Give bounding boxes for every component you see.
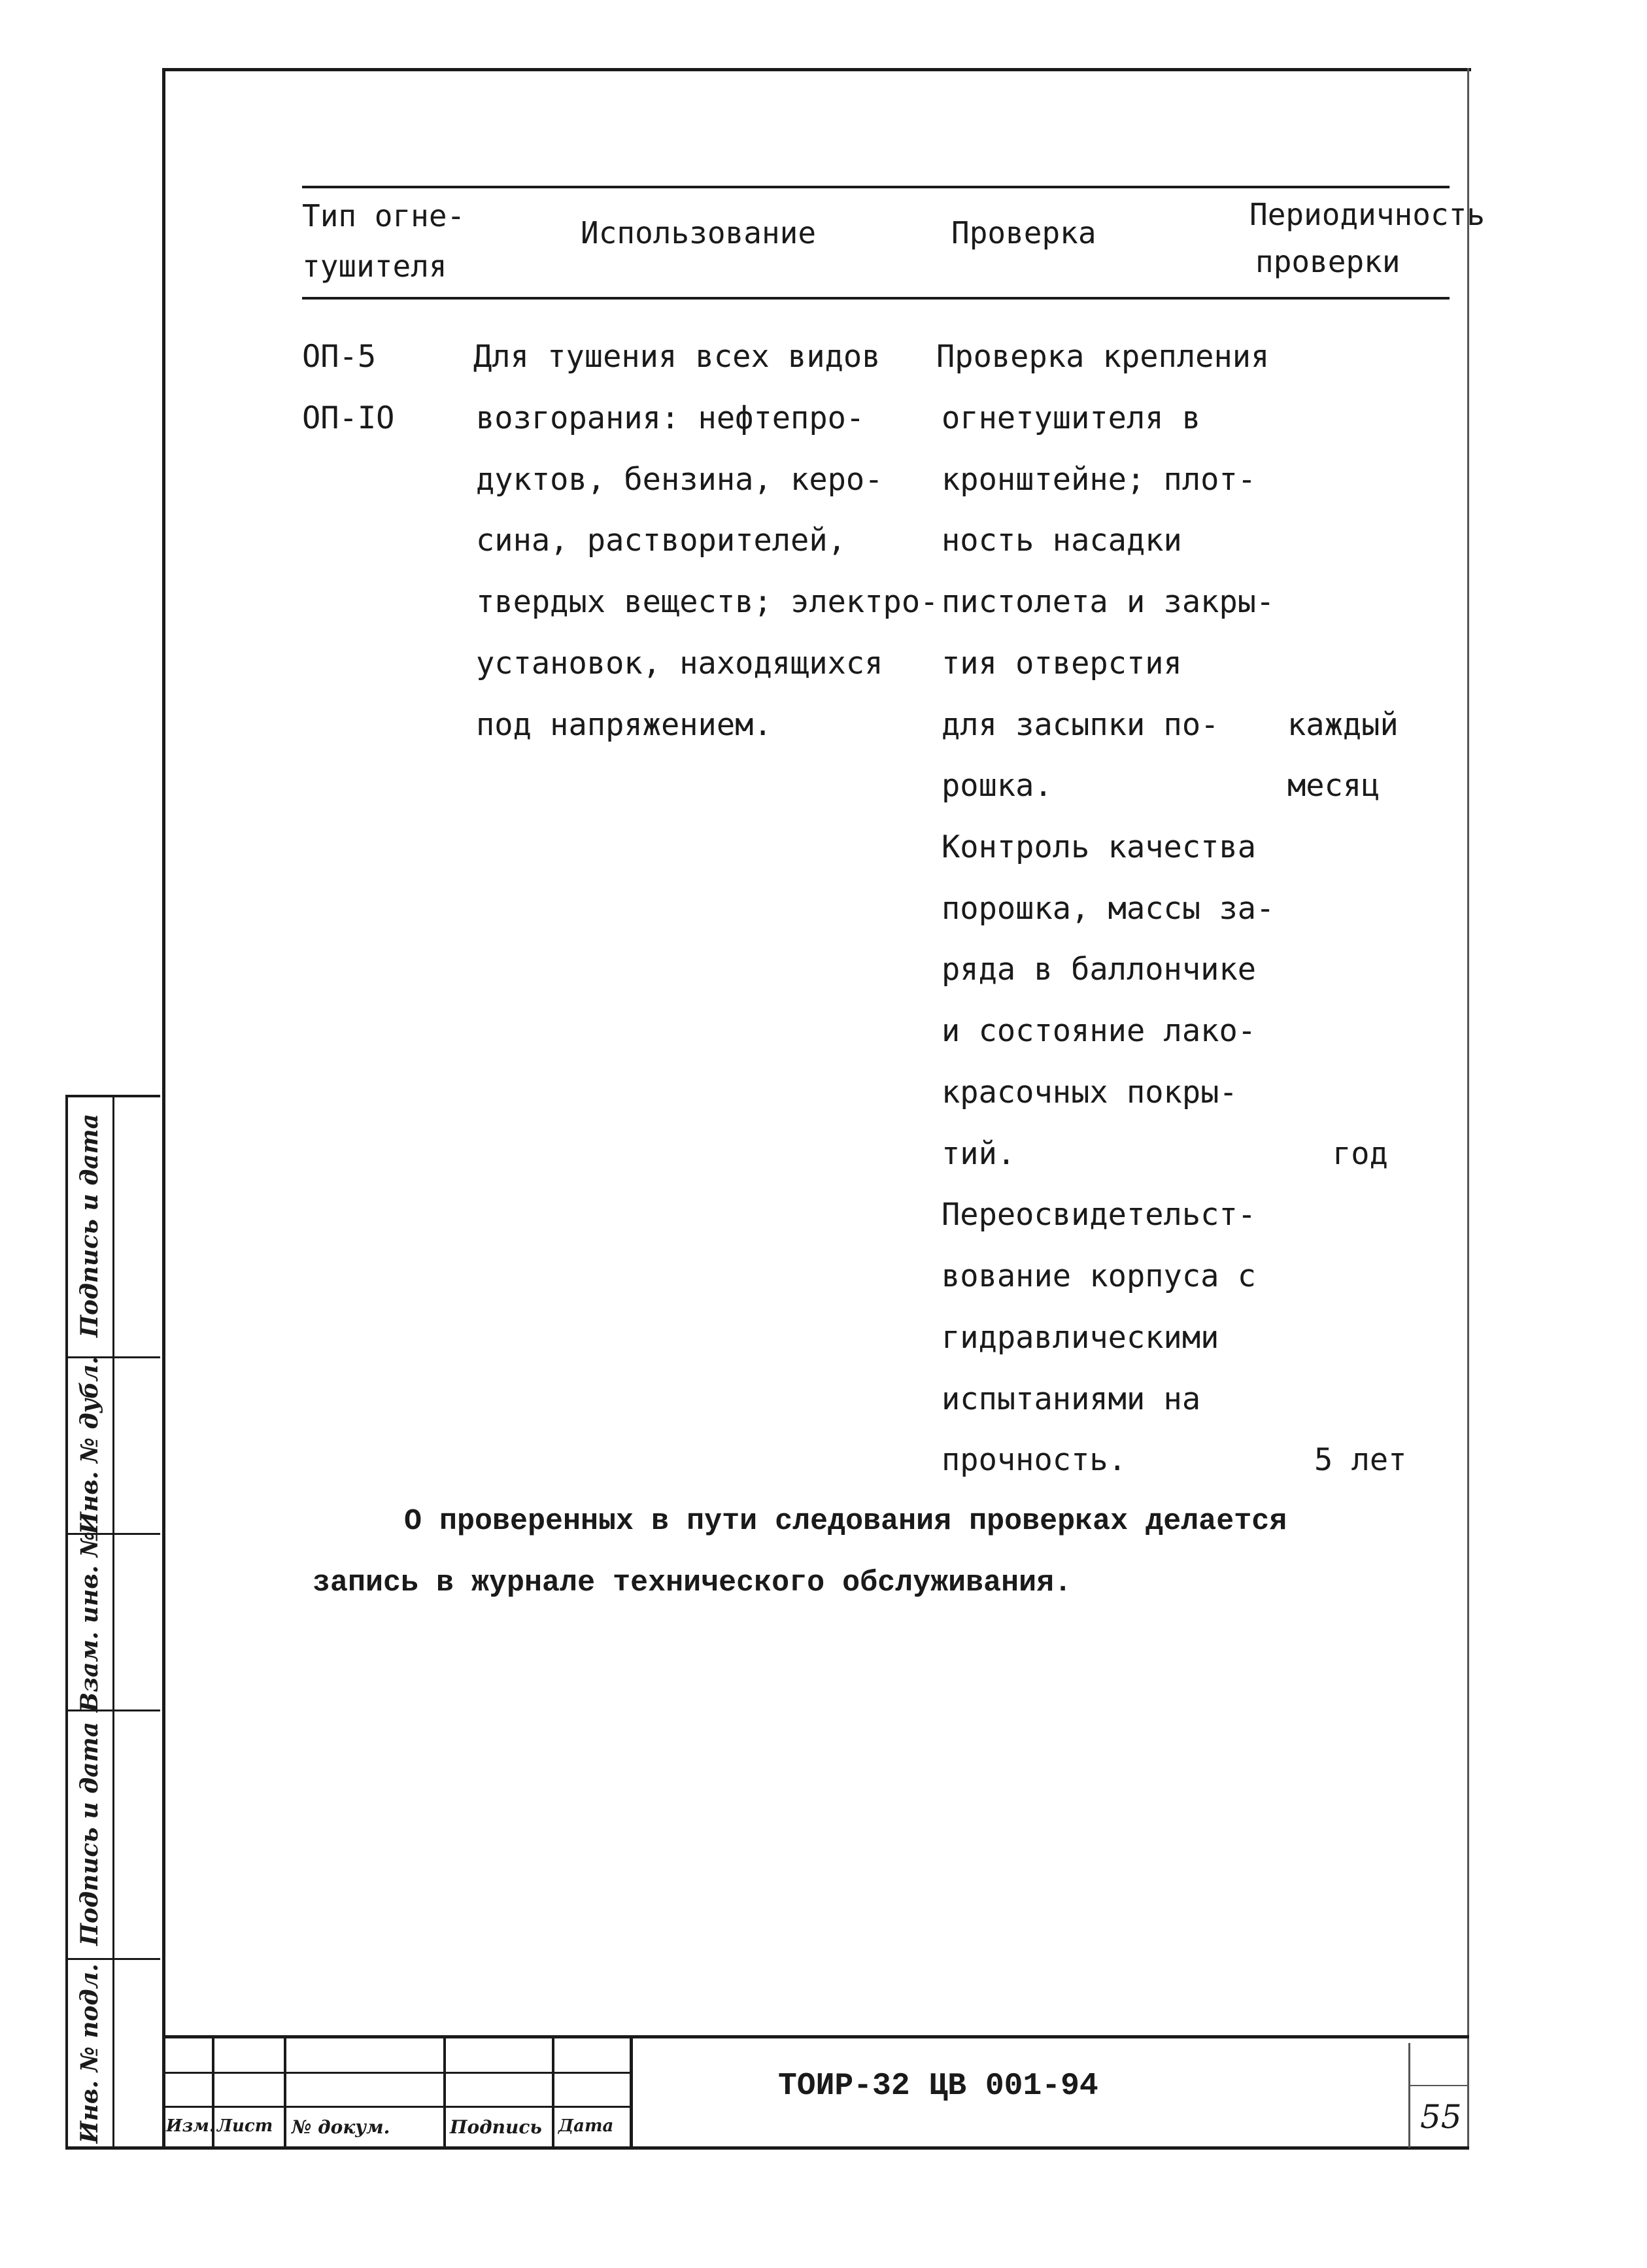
check-line: тий. <box>942 1136 1016 1172</box>
note-line: запись в журнале технического обслуживания. <box>313 1566 1072 1600</box>
usage-line: Для тушения всех видов <box>473 339 881 375</box>
check-line: для засыпки по- <box>942 707 1219 743</box>
stamp-label-change: Изм. <box>166 2116 215 2136</box>
frame-left <box>162 68 165 2148</box>
period-line: каждый <box>1287 707 1399 743</box>
period-line: 5 лет <box>1314 1442 1407 1478</box>
header-usage: Использование <box>581 215 817 250</box>
doc-code: ТОИР-32 ЦВ 001-94 <box>778 2069 1098 2104</box>
header-rule-top <box>302 186 1450 188</box>
check-line: тия отверстия <box>942 645 1182 681</box>
header-period-line-1: Периодичность <box>1249 197 1486 232</box>
usage-line: под напряжением. <box>476 707 772 743</box>
stamp-label-date: Дата <box>558 2116 614 2136</box>
check-line: кронштейне; плот- <box>942 462 1257 498</box>
note-line: О проверенных в пути следования проверках делается <box>404 1505 1287 1538</box>
header-check: Проверка <box>951 215 1096 250</box>
stamp-label-signature: Подпись <box>450 2116 542 2138</box>
check-line: рошка. <box>942 768 1053 804</box>
period-line: месяц <box>1287 768 1380 804</box>
side-label-signature-date: Подпись и дата <box>76 1113 103 1338</box>
frame-right <box>1467 68 1469 2148</box>
check-line: огнетушителя в <box>942 400 1201 436</box>
side-label-signature-date: Подпись и дата <box>76 1721 103 1946</box>
header-rule-bottom <box>302 297 1450 300</box>
usage-line: твердых веществ; электро- <box>476 584 939 620</box>
check-line: Проверка крепления <box>936 339 1270 375</box>
side-label-replace-inv: Взам. инв. № <box>76 1531 103 1713</box>
stamp-label-sheet: Лист <box>217 2116 273 2136</box>
check-line: красочных покры- <box>942 1074 1238 1110</box>
side-stamp <box>65 1095 160 2149</box>
check-line: пистолета и закры- <box>942 584 1275 620</box>
header-period-line-2: проверки <box>1255 244 1401 279</box>
type-line: ОП-IО <box>302 400 395 436</box>
check-line: испытаниями на <box>942 1381 1201 1417</box>
header-type-line-2: тушителя <box>302 249 447 284</box>
check-line: и состояние лако- <box>942 1013 1257 1049</box>
type-line: ОП-5 <box>302 339 377 375</box>
frame-top <box>162 68 1471 71</box>
stamp-label-doc-no: № докум. <box>292 2116 390 2138</box>
check-line: прочность. <box>942 1442 1127 1478</box>
usage-line: возгорания: нефтепро- <box>476 400 865 436</box>
check-line: ность насадки <box>942 523 1182 558</box>
page-number: 55 <box>1420 2098 1462 2136</box>
check-line: ряда в баллончике <box>942 952 1257 988</box>
usage-line: установок, находящихся <box>476 645 883 681</box>
side-label-orig-inv: Инв. № подл. <box>76 1963 103 2144</box>
period-line: год <box>1333 1136 1388 1172</box>
check-line: Переосвидетельст- <box>942 1197 1257 1233</box>
check-line: гидравлическими <box>942 1320 1219 1356</box>
check-line: Контроль качества <box>942 829 1257 865</box>
title-block <box>162 2035 1469 2148</box>
side-label-dup-inv: Инв. № дубл. <box>76 1356 103 1535</box>
check-line: порошка, массы за- <box>942 891 1275 927</box>
usage-line: дуктов, бензина, керо- <box>476 462 883 498</box>
header-type-line-1: Тип огне- <box>302 198 466 233</box>
usage-line: сина, растворителей, <box>476 523 846 558</box>
check-line: вование корпуса с <box>942 1258 1257 1294</box>
